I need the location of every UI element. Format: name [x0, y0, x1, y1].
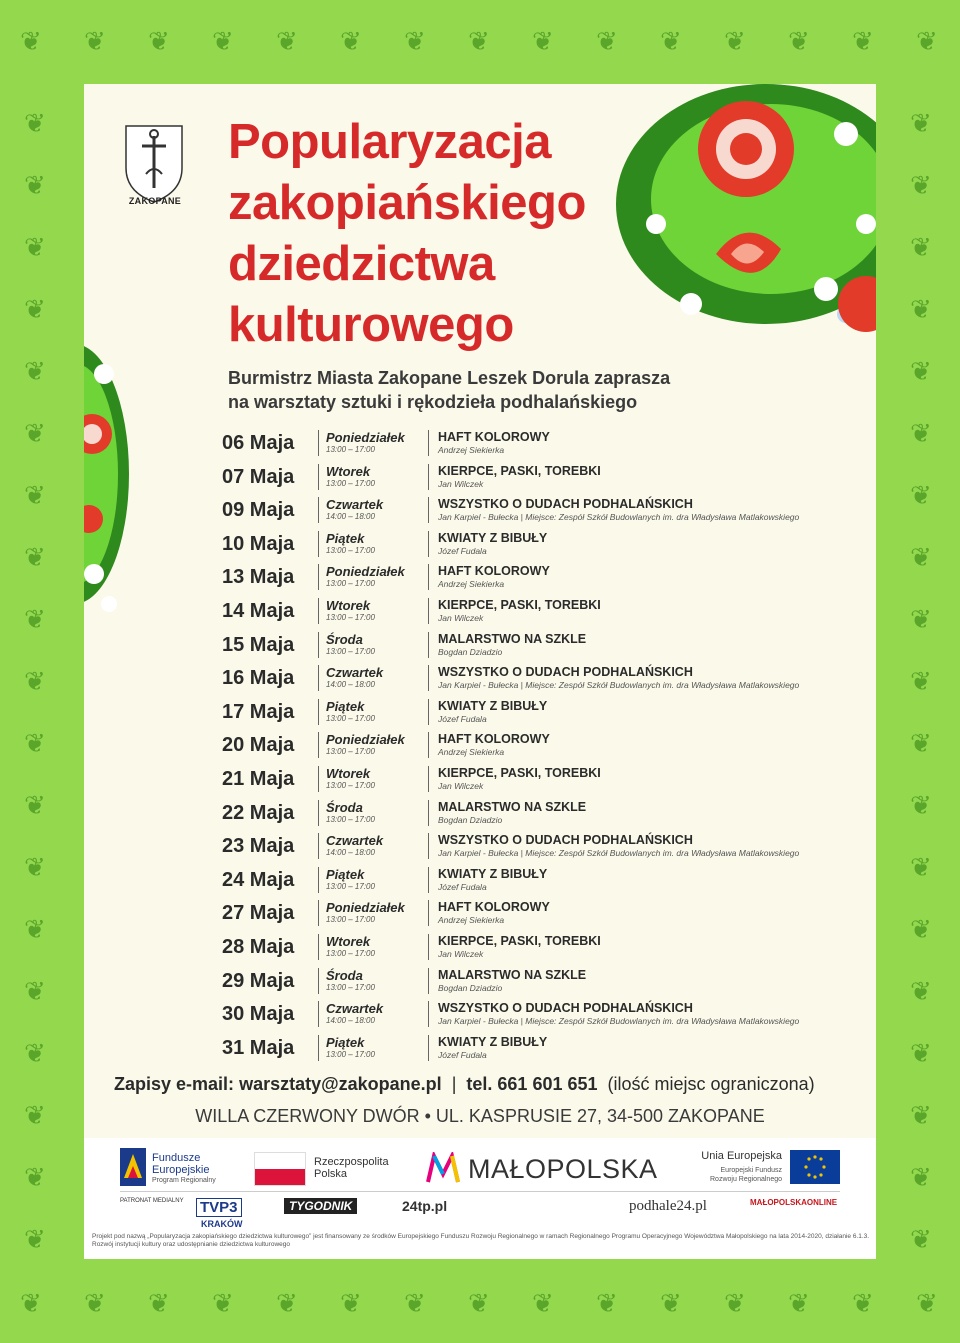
column-separator	[318, 564, 319, 590]
column-separator	[428, 934, 429, 960]
column-separator	[318, 800, 319, 826]
leaf-ornament-icon: ❦	[910, 976, 932, 1006]
workshop-day: Środa	[326, 799, 363, 815]
leaf-ornament-icon: ❦	[24, 728, 46, 758]
leaf-ornament-icon: ❦	[660, 26, 682, 56]
workshop-name: HAFT KOLOROWY	[438, 564, 550, 579]
leaf-ornament-icon: ❦	[910, 418, 932, 448]
phone-number[interactable]: 661 601 651	[497, 1074, 598, 1094]
column-separator	[318, 632, 319, 658]
workshop-day: Poniedziałek	[326, 732, 405, 748]
logo-divider	[120, 1191, 840, 1192]
workshop-time: 13:00 – 17:00	[326, 915, 375, 925]
workshop-name: MALARSTWO NA SZKLE	[438, 799, 587, 814]
leaf-ornament-icon: ❦	[910, 728, 932, 758]
column-separator	[428, 464, 429, 490]
workshop-time: 13:00 – 17:00	[326, 612, 375, 622]
schedule-row	[222, 728, 872, 762]
workshop-date: 24 Maja	[222, 868, 295, 891]
24tp-logo: 24tp.pl	[402, 1198, 448, 1214]
leaf-ornament-icon: ❦	[148, 26, 170, 56]
malopolskaonline-logo: MAŁOPOLSKAONLINE	[750, 1198, 838, 1207]
leaf-ornament-icon: ❦	[724, 26, 746, 56]
leaf-ornament-icon: ❦	[910, 914, 932, 944]
leaf-ornament-icon: ❦	[910, 170, 932, 200]
leaf-ornament-icon: ❦	[916, 1288, 938, 1318]
workshop-instructor: Jan Wilczek	[438, 780, 484, 791]
schedule-row	[222, 493, 872, 527]
leaf-ornament-icon: ❦	[788, 1288, 810, 1318]
folk-flower-left-icon	[84, 314, 134, 634]
workshop-name: KWIATY Z BIBUŁY	[438, 530, 548, 545]
malopolska-m-icon	[426, 1152, 460, 1184]
workshop-instructor: Jan Karpiel - Bułecka | Miejsce: Zespół Szkół Budowlanych im. dra Władysława Matlakowskiego	[438, 848, 800, 859]
leaf-ornament-icon: ❦	[340, 1288, 362, 1318]
schedule-row	[222, 896, 872, 930]
leaf-ornament-icon: ❦	[24, 1100, 46, 1130]
leaf-ornament-icon: ❦	[910, 1224, 932, 1254]
schedule-row	[222, 695, 872, 729]
column-separator	[318, 699, 319, 725]
workshop-day: Piątek	[326, 698, 365, 714]
workshop-name: HAFT KOLOROWY	[438, 430, 550, 444]
workshop-instructor: Andrzej Siekierka	[438, 747, 505, 758]
workshop-instructor: Jan Wilczek	[438, 948, 484, 959]
rp-label: Rzeczpospolita Polska	[314, 1156, 389, 1180]
leaf-ornament-icon: ❦	[24, 852, 46, 882]
leaf-ornament-icon: ❦	[20, 26, 42, 56]
workshop-time: 13:00 – 17:00	[326, 545, 375, 555]
column-separator	[428, 800, 429, 826]
leaf-ornament-icon: ❦	[404, 26, 426, 56]
workshop-day: Środa	[326, 967, 363, 983]
workshop-instructor: Jan Karpiel - Bułecka | Miejsce: Zespół Szkół Budowlanych im. dra Władysława Matlakowskiego	[438, 680, 800, 691]
tvp3-logo: TVP3	[196, 1198, 242, 1217]
leaf-ornament-icon: ❦	[910, 1038, 932, 1068]
leaf-ornament-icon: ❦	[212, 1288, 234, 1318]
column-separator	[318, 430, 319, 456]
leaf-ornament-icon: ❦	[24, 108, 46, 138]
workshop-time: 13:00 – 17:00	[326, 579, 375, 589]
column-separator	[428, 531, 429, 557]
workshop-date: 06 Maja	[222, 432, 295, 454]
column-separator	[318, 1035, 319, 1061]
leaf-ornament-icon: ❦	[24, 294, 46, 324]
schedule-list	[222, 426, 872, 1064]
column-separator	[428, 497, 429, 523]
workshop-time: 13:00 – 17:00	[326, 445, 375, 454]
column-separator	[318, 900, 319, 926]
leaf-ornament-icon: ❦	[84, 1288, 106, 1318]
workshop-day: Środa	[326, 631, 363, 647]
column-separator	[428, 732, 429, 758]
ue-title: Unia Europejska	[701, 1150, 782, 1162]
column-separator	[318, 968, 319, 994]
leaf-ornament-icon: ❦	[788, 26, 810, 56]
column-separator	[318, 833, 319, 859]
workshop-day: Wtorek	[326, 597, 371, 613]
leaf-ornament-icon: ❦	[596, 1288, 618, 1318]
leaf-ornament-icon: ❦	[910, 1162, 932, 1192]
workshop-instructor: Jan Karpiel - Bułecka | Miejsce: Zespół Szkół Budowlanych im. dra Władysława Matlakowskiego	[438, 1016, 800, 1027]
title-line: dziedzictwa	[228, 237, 495, 291]
leaf-ornament-icon: ❦	[910, 108, 932, 138]
workshop-date: 28 Maja	[222, 935, 295, 958]
workshop-instructor: Andrzej Siekierka	[438, 915, 505, 926]
workshop-instructor: Józef Fudala	[438, 1049, 487, 1060]
schedule-row	[222, 930, 872, 964]
schedule-row	[222, 560, 872, 594]
workshop-name: KWIATY Z BIBUŁY	[438, 698, 548, 713]
workshop-date: 07 Maja	[222, 465, 295, 488]
leaf-ornament-icon: ❦	[276, 1288, 298, 1318]
leaf-ornament-icon: ❦	[84, 26, 106, 56]
workshop-date: 13 Maja	[222, 566, 295, 589]
leaf-ornament-icon: ❦	[24, 418, 46, 448]
fe-star-icon	[120, 1148, 146, 1186]
malopolska-logo	[426, 1150, 666, 1186]
schedule-row	[222, 628, 872, 662]
workshop-time: 13:00 – 17:00	[326, 948, 375, 958]
poster-content	[84, 84, 876, 1259]
column-separator	[318, 732, 319, 758]
workshop-date: 31 Maja	[222, 1036, 295, 1059]
workshop-time: 14:00 – 18:00	[326, 512, 375, 522]
venue-address: WILLA CZERWONY DWÓR • UL. KASPRUSIE 27, 34-500 ZAKOPANE	[195, 1106, 765, 1126]
workshop-date: 30 Maja	[222, 1003, 295, 1026]
column-separator	[428, 430, 429, 456]
leaf-ornament-icon: ❦	[212, 26, 234, 56]
leaf-ornament-icon: ❦	[910, 604, 932, 634]
workshop-name: WSZYSTKO O DUDACH PODHALAŃSKICH	[438, 497, 693, 512]
workshop-day: Czwartek	[326, 833, 384, 849]
leaf-ornament-icon: ❦	[724, 1288, 746, 1318]
workshop-time: 13:00 – 17:00	[326, 881, 375, 891]
leaf-ornament-icon: ❦	[910, 1100, 932, 1130]
contact-line: Zapisy e-mail: warsztaty@zakopane.pl | tel. 661 601 651 (ilość miejsc ograniczona)	[114, 1074, 815, 1094]
funding-disclaimer: Projekt pod nazwą „Popularyzacja zakopiańskiego dziedzictwa kulturowego” jest finansowany ze środków Europejskiego Funduszu Rozwoju Regionalnego w ramach Regionalnego Programu Operacyjnego Województwa Małopolskiego na lata 2014-2020, działanie 6.1.3. Rozwój instytucji kultury oraz udostępnianie dziedzictwa kulturowego	[92, 1233, 870, 1248]
workshop-day: Czwartek	[326, 1001, 384, 1017]
seats-note: (ilość miejsc ograniczona)	[607, 1074, 815, 1094]
leaf-ornament-icon: ❦	[910, 852, 932, 882]
workshop-name: HAFT KOLOROWY	[438, 732, 550, 747]
workshop-name: KIERPCE, PASKI, TOREBKI	[438, 597, 601, 612]
workshop-time: 13:00 – 17:00	[326, 780, 375, 790]
workshop-date: 14 Maja	[222, 599, 295, 622]
workshop-name: KIERPCE, PASKI, TOREBKI	[438, 933, 601, 948]
workshop-time: 13:00 – 17:00	[326, 814, 375, 824]
column-separator	[428, 1001, 429, 1027]
sponsor-logos	[84, 1138, 876, 1259]
poster-title	[228, 112, 668, 356]
workshop-name: WSZYSTKO O DUDACH PODHALAŃSKICH	[438, 665, 693, 680]
column-separator	[428, 699, 429, 725]
column-separator	[318, 867, 319, 893]
leaf-ornament-icon: ❦	[24, 1162, 46, 1192]
leaf-ornament-icon: ❦	[24, 480, 46, 510]
title-line: zakopiańskiego	[228, 176, 586, 230]
column-separator	[428, 564, 429, 590]
title-line: kulturowego	[228, 298, 514, 352]
leaf-ornament-icon: ❦	[24, 170, 46, 200]
workshop-date: 16 Maja	[222, 667, 295, 690]
leaf-ornament-icon: ❦	[910, 542, 932, 572]
workshop-day: Piątek	[326, 530, 365, 546]
workshop-date: 10 Maja	[222, 532, 295, 555]
podhale24-logo: podhale24.pl	[629, 1198, 707, 1214]
fe-subtitle: Program Regionalny	[152, 1177, 216, 1184]
schedule-row	[222, 527, 872, 561]
leaf-ornament-icon: ❦	[660, 1288, 682, 1318]
workshop-instructor: Józef Fudala	[438, 881, 487, 892]
leaf-ornament-icon: ❦	[910, 480, 932, 510]
column-separator	[428, 598, 429, 624]
column-separator	[318, 1001, 319, 1027]
workshop-time: 14:00 – 18:00	[326, 848, 375, 858]
leaf-ornament-icon: ❦	[468, 1288, 490, 1318]
leaf-ornament-icon: ❦	[24, 356, 46, 386]
workshop-date: 22 Maja	[222, 801, 295, 824]
workshop-date: 20 Maja	[222, 734, 295, 757]
column-separator	[428, 766, 429, 792]
schedule-row	[222, 863, 872, 897]
workshop-date: 17 Maja	[222, 700, 295, 723]
schedule-row	[222, 762, 872, 796]
workshop-time: 13:00 – 17:00	[326, 646, 375, 656]
title-line: Popularyzacja	[228, 115, 552, 169]
workshop-day: Wtorek	[326, 933, 371, 949]
workshop-day: Piątek	[326, 1034, 365, 1050]
crest-label: ZAKOPANE	[128, 196, 182, 206]
phone-label: tel.	[466, 1074, 493, 1094]
workshop-name: MALARSTWO NA SZKLE	[438, 631, 587, 646]
workshop-instructor: Jan Wilczek	[438, 478, 484, 489]
column-separator	[318, 766, 319, 792]
column-separator	[428, 900, 429, 926]
leaf-ornament-icon: ❦	[276, 26, 298, 56]
workshop-date: 09 Maja	[222, 499, 295, 522]
polish-flag-icon	[254, 1152, 306, 1186]
workshop-name: KIERPCE, PASKI, TOREBKI	[438, 463, 601, 478]
workshop-day: Poniedziałek	[326, 900, 405, 916]
workshop-time: 14:00 – 18:00	[326, 1016, 375, 1026]
workshop-date: 23 Maja	[222, 835, 295, 858]
invitation-text	[228, 366, 788, 414]
workshop-time: 14:00 – 18:00	[326, 680, 375, 690]
intro-line: Burmistrz Miasta Zakopane Leszek Dorula zaprasza	[228, 368, 671, 388]
workshop-name: KIERPCE, PASKI, TOREBKI	[438, 765, 601, 780]
leaf-ornament-icon: ❦	[24, 232, 46, 262]
schedule-row	[222, 661, 872, 695]
workshop-time: 13:00 – 17:00	[326, 1049, 375, 1059]
column-separator	[318, 464, 319, 490]
rzeczpospolita-logo	[254, 1148, 414, 1188]
schedule-row	[222, 829, 872, 863]
workshop-instructor: Bogdan Dziadzio	[438, 646, 503, 657]
workshop-instructor: Józef Fudala	[438, 713, 487, 724]
workshop-instructor: Jan Karpiel - Bułecka | Miejsce: Zespół Szkół Budowlanych im. dra Władysława Matlakowskiego	[438, 512, 800, 523]
column-separator	[428, 632, 429, 658]
leaf-ornament-icon: ❦	[852, 1288, 874, 1318]
column-separator	[318, 598, 319, 624]
workshop-date: 21 Maja	[222, 767, 295, 790]
unia-europejska-logo	[694, 1148, 844, 1188]
leaf-ornament-icon: ❦	[404, 1288, 426, 1318]
email-link[interactable]: warsztaty@zakopane.pl	[239, 1074, 442, 1094]
workshop-date: 27 Maja	[222, 902, 295, 925]
leaf-ornament-icon: ❦	[916, 26, 938, 56]
workshop-day: Poniedziałek	[326, 430, 405, 445]
media-patron-label: PATRONAT MEDIALNY	[120, 1198, 184, 1204]
workshop-name: KWIATY Z BIBUŁY	[438, 866, 548, 881]
column-separator	[428, 968, 429, 994]
leaf-ornament-icon: ❦	[910, 790, 932, 820]
leaf-ornament-icon: ❦	[910, 232, 932, 262]
leaf-ornament-icon: ❦	[24, 666, 46, 696]
leaf-ornament-icon: ❦	[910, 666, 932, 696]
ue-subtitle: Europejski Fundusz Rozwoju Regionalnego	[710, 1167, 782, 1183]
leaf-ornament-icon: ❦	[148, 1288, 170, 1318]
tvp3-sub: KRAKÓW	[201, 1219, 243, 1229]
schedule-row	[222, 426, 872, 460]
column-separator	[318, 665, 319, 691]
column-separator	[318, 531, 319, 557]
workshop-name: WSZYSTKO O DUDACH PODHALAŃSKICH	[438, 833, 693, 848]
leaf-ornament-icon: ❦	[24, 1224, 46, 1254]
workshop-instructor: Bogdan Dziadzio	[438, 814, 503, 825]
workshop-time: 13:00 – 17:00	[326, 478, 375, 488]
leaf-ornament-icon: ❦	[24, 790, 46, 820]
workshop-day: Czwartek	[326, 665, 384, 681]
schedule-row	[222, 1031, 872, 1065]
leaf-ornament-icon: ❦	[24, 914, 46, 944]
leaf-ornament-icon: ❦	[24, 604, 46, 634]
schedule-row	[222, 796, 872, 830]
fe-title: Fundusze Europejskie	[152, 1152, 210, 1176]
workshop-day: Wtorek	[326, 765, 371, 781]
schedule-row	[222, 997, 872, 1031]
intro-line: na warsztaty sztuki i rękodzieła podhalańskiego	[228, 392, 638, 412]
schedule-row	[222, 460, 872, 494]
column-separator	[428, 665, 429, 691]
workshop-day: Czwartek	[326, 497, 384, 513]
workshop-name: WSZYSTKO O DUDACH PODHALAŃSKICH	[438, 1001, 693, 1016]
leaf-ornament-icon: ❦	[24, 976, 46, 1006]
leaf-ornament-icon: ❦	[20, 1288, 42, 1318]
workshop-date: 15 Maja	[222, 633, 295, 656]
workshop-name: HAFT KOLOROWY	[438, 900, 550, 915]
workshop-time: 13:00 – 17:00	[326, 982, 375, 992]
workshop-time: 13:00 – 17:00	[326, 713, 375, 723]
workshop-instructor: Jan Wilczek	[438, 612, 484, 623]
workshop-instructor: Bogdan Dziadzio	[438, 982, 503, 993]
schedule-row	[222, 964, 872, 998]
leaf-ornament-icon: ❦	[596, 26, 618, 56]
schedule-row	[222, 594, 872, 628]
leaf-ornament-icon: ❦	[340, 26, 362, 56]
column-separator	[318, 934, 319, 960]
leaf-ornament-icon: ❦	[532, 26, 554, 56]
fundusze-europejskie-logo	[120, 1146, 232, 1188]
column-separator	[428, 867, 429, 893]
workshop-day: Piątek	[326, 866, 365, 882]
leaf-ornament-icon: ❦	[910, 294, 932, 324]
leaf-ornament-icon: ❦	[852, 26, 874, 56]
leaf-ornament-icon: ❦	[468, 26, 490, 56]
workshop-instructor: Andrzej Siekierka	[438, 579, 505, 590]
eu-flag-icon	[790, 1150, 840, 1184]
workshop-instructor: Andrzej Siekierka	[438, 445, 505, 455]
workshop-name: KWIATY Z BIBUŁY	[438, 1034, 548, 1049]
column-separator	[318, 497, 319, 523]
workshop-day: Poniedziałek	[326, 564, 405, 580]
workshop-name: MALARSTWO NA SZKLE	[438, 967, 587, 982]
column-separator	[428, 833, 429, 859]
workshop-time: 13:00 – 17:00	[326, 747, 375, 757]
workshop-day: Wtorek	[326, 463, 371, 479]
leaf-ornament-icon: ❦	[24, 1038, 46, 1068]
leaf-ornament-icon: ❦	[910, 356, 932, 386]
column-separator	[428, 1035, 429, 1061]
malopolska-label: MAŁOPOLSKA	[468, 1154, 658, 1184]
workshop-instructor: Józef Fudala	[438, 545, 487, 556]
leaf-ornament-icon: ❦	[24, 542, 46, 572]
leaf-ornament-icon: ❦	[532, 1288, 554, 1318]
tygodnik-logo: TYGODNIK	[284, 1198, 357, 1214]
signup-label: Zapisy e-mail:	[114, 1074, 235, 1094]
workshop-date: 29 Maja	[222, 969, 295, 992]
